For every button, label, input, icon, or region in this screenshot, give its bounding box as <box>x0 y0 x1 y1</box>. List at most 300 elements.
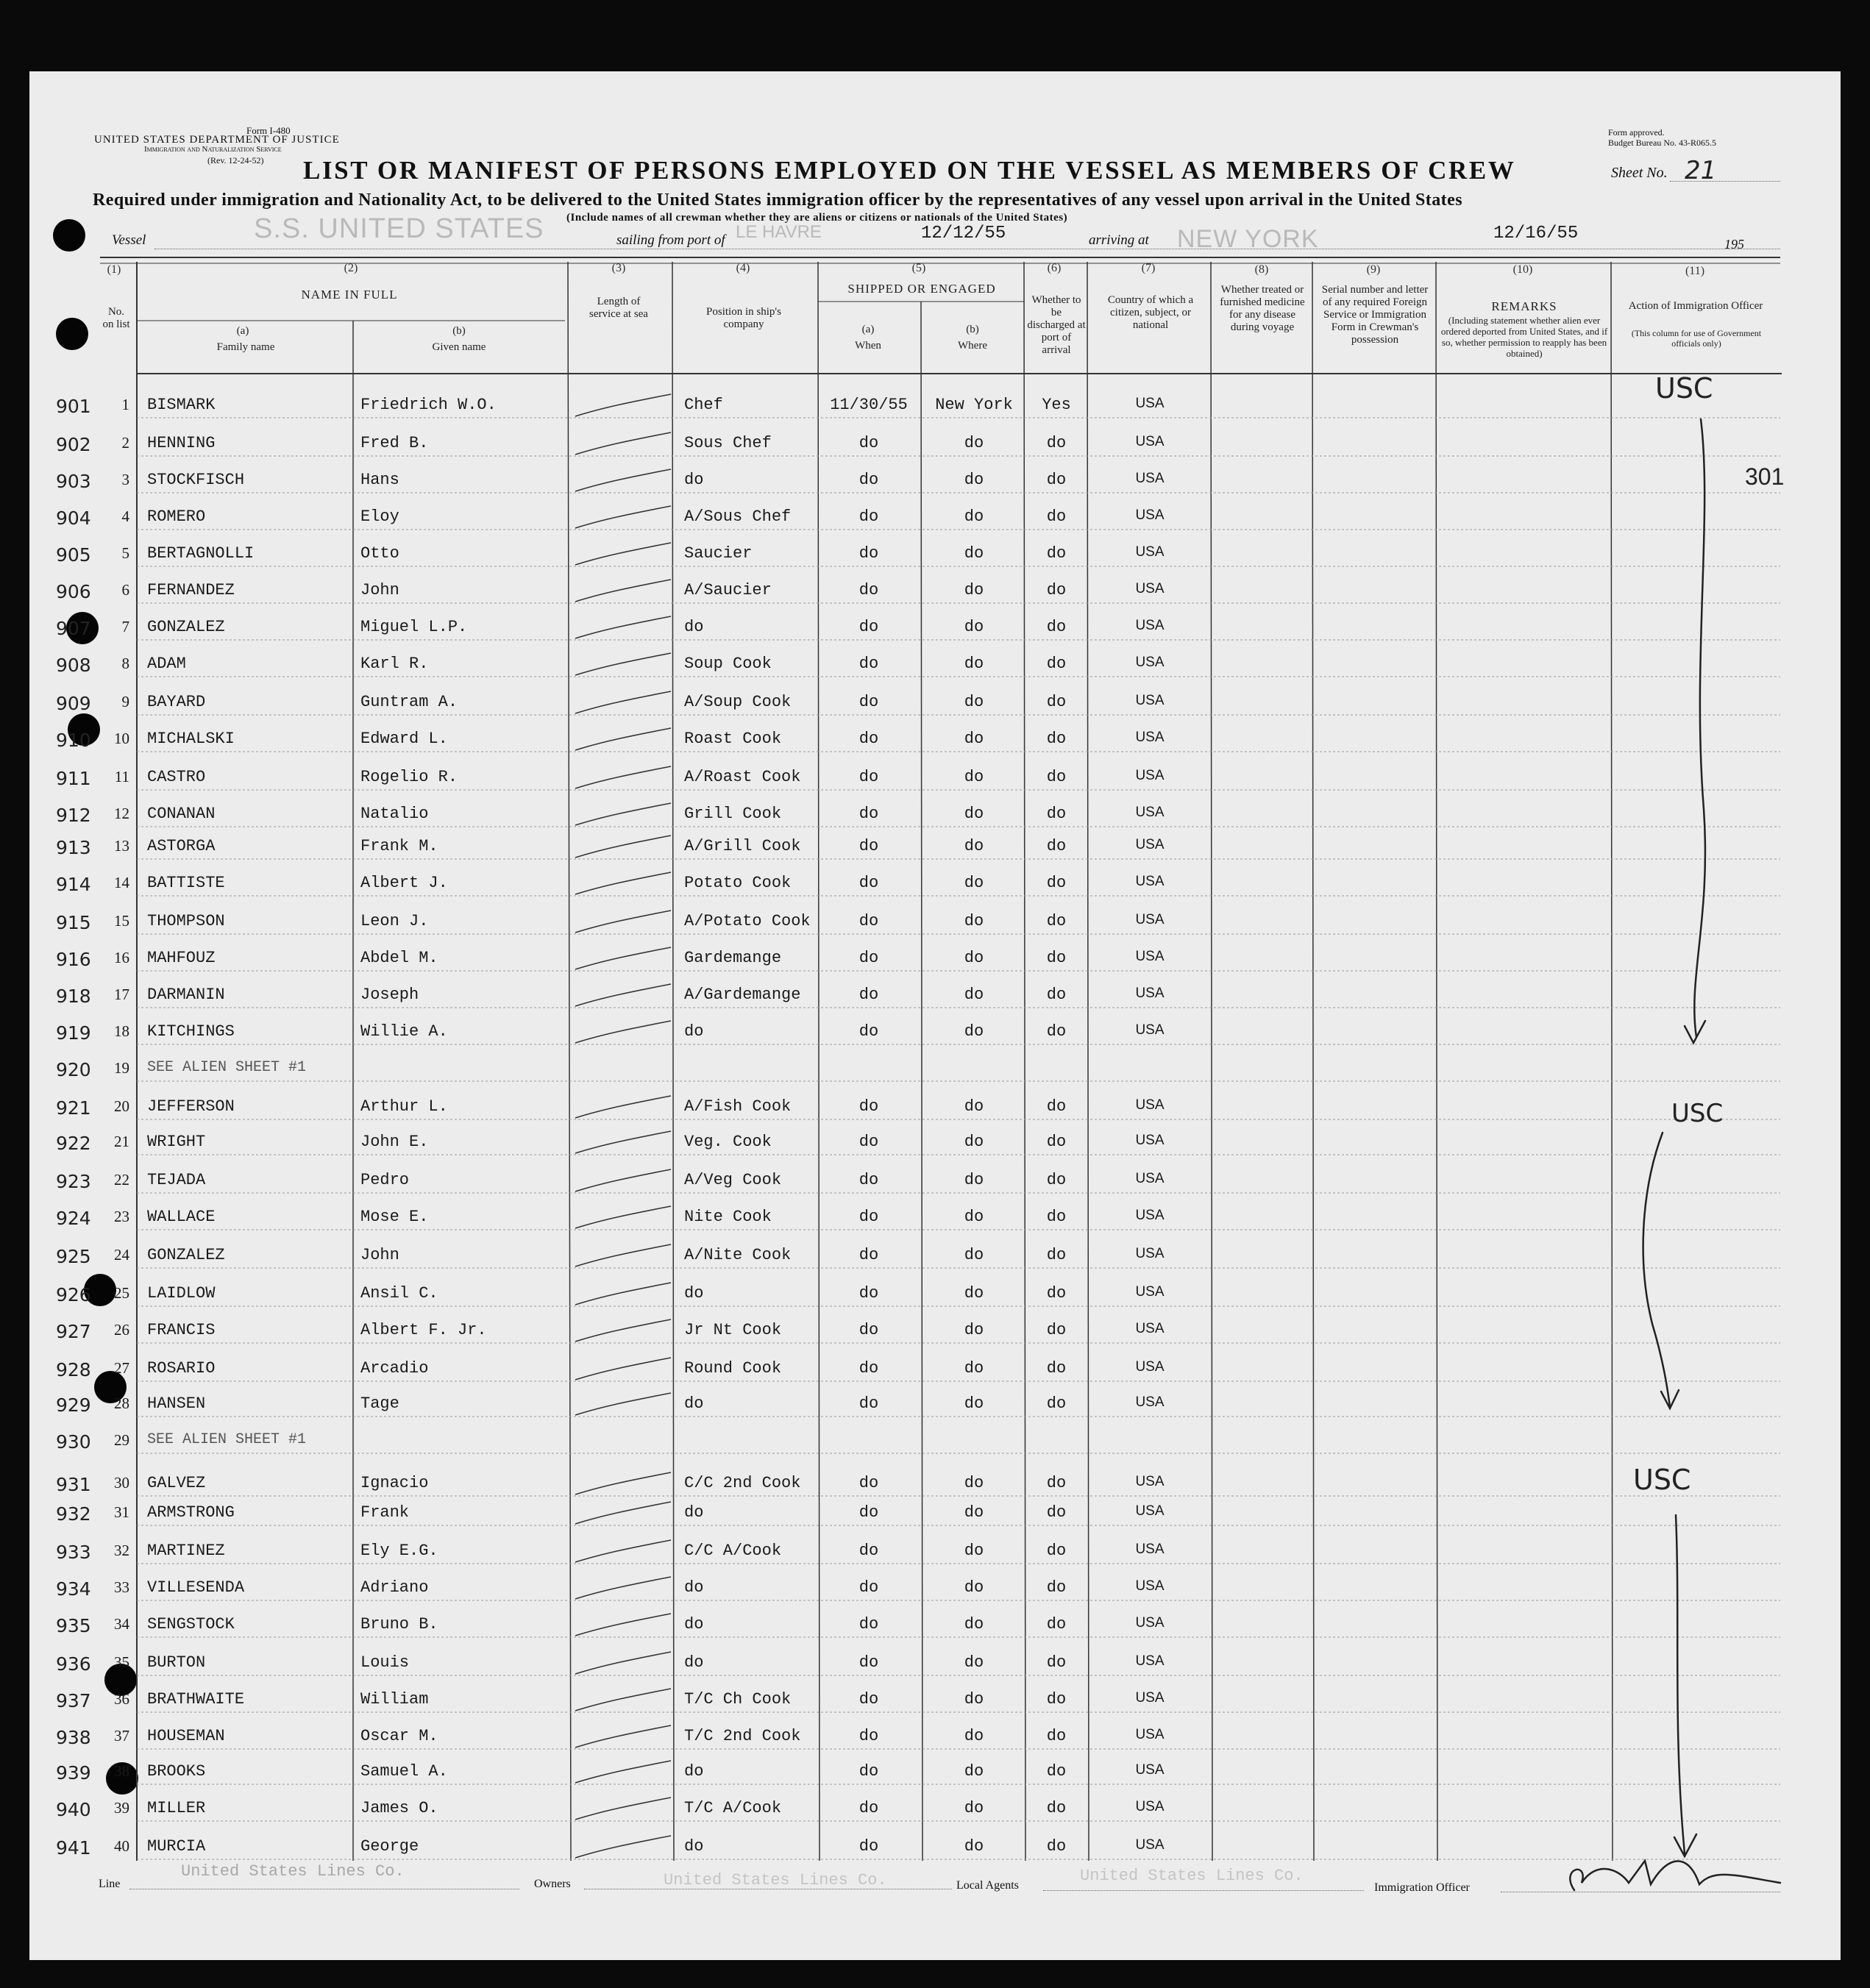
row-list-number: 40 <box>114 1837 129 1855</box>
row-position: do <box>684 1653 704 1672</box>
row-country: USA <box>1135 768 1165 783</box>
row-country: USA <box>1135 1542 1165 1557</box>
row-given-name: Oscar M. <box>360 1727 438 1745</box>
form-subtitle: Required under immigration and Nationality Act, to be delivered to the United States immigration officer by the representatives of any vessel upon arrival in the United States <box>93 190 1462 210</box>
row-ref-number: 930 <box>56 1431 91 1453</box>
row-country: USA <box>1135 874 1165 889</box>
row-family-name: FERNANDEZ <box>147 581 235 599</box>
row-family-name: WRIGHT <box>147 1133 206 1151</box>
row-ref-number: 934 <box>56 1578 91 1600</box>
row-shipped-where: do <box>964 1097 984 1116</box>
row-ref-number: 909 <box>56 693 91 714</box>
row-shipped-when: do <box>858 912 879 930</box>
row-discharged: do <box>1046 874 1067 892</box>
row-country: USA <box>1135 1837 1165 1853</box>
row-shipped-where: do <box>964 1474 984 1492</box>
row-given-name: Adriano <box>360 1578 429 1597</box>
row-country: USA <box>1135 1690 1165 1706</box>
row-list-number: 39 <box>114 1799 129 1817</box>
row-family-name: ASTORGA <box>147 837 216 855</box>
row-discharged: do <box>1046 986 1067 1004</box>
row-given-name: Ignacio <box>360 1474 429 1492</box>
row-country: USA <box>1135 693 1165 708</box>
column-number: (11) <box>1685 265 1705 277</box>
row-family-name: SEE ALIEN SHEET #1 <box>147 1059 307 1076</box>
row-given-name: Leon J. <box>360 912 429 930</box>
row-ref-number: 938 <box>56 1727 91 1748</box>
row-family-name: STOCKFISCH <box>147 471 245 489</box>
row-position: Sous Chef <box>684 434 772 452</box>
row-family-name: BATTISTE <box>147 874 225 892</box>
row-position: do <box>684 1503 704 1522</box>
column-number: (7) <box>1141 262 1156 274</box>
header-treated: Whether treated or furnished medicine for any disease during voyage <box>1220 284 1305 333</box>
row-shipped-when: do <box>858 1097 879 1116</box>
row-list-number: 28 <box>114 1394 129 1412</box>
row-position: A/Saucier <box>684 581 772 599</box>
row-list-number: 19 <box>114 1059 129 1077</box>
row-ref-number: 926 <box>56 1284 91 1305</box>
usc-annotation: USC <box>1655 372 1713 405</box>
row-list-number: 9 <box>121 693 129 710</box>
row-list-number: 17 <box>114 986 129 1003</box>
row-shipped-when: do <box>858 768 879 786</box>
row-given-name: Joseph <box>360 986 419 1004</box>
row-family-name: BURTON <box>147 1653 206 1672</box>
row-given-name: Otto <box>360 544 399 563</box>
row-family-name: VILLESENDA <box>147 1578 245 1597</box>
approval-line: Form approved. <box>1608 127 1665 138</box>
row-country: USA <box>1135 1762 1165 1778</box>
row-position: A/Roast Cook <box>684 768 801 786</box>
row-country: USA <box>1135 730 1165 745</box>
row-shipped-when: do <box>858 1208 879 1226</box>
row-family-name: GALVEZ <box>147 1474 206 1492</box>
row-family-name: GONZALEZ <box>147 618 225 636</box>
row-position: do <box>684 1394 704 1413</box>
row-family-name: BISMARK <box>147 396 216 414</box>
row-shipped-when: do <box>858 655 879 673</box>
row-shipped-where: do <box>964 1503 984 1522</box>
row-shipped-when: do <box>858 949 879 967</box>
row-position: A/Grill Cook <box>684 837 801 855</box>
row-list-number: 13 <box>114 837 129 855</box>
sailing-port: LE HAVRE <box>736 222 822 242</box>
row-position: Potato Cook <box>684 874 792 892</box>
row-ref-number: 915 <box>56 912 91 933</box>
row-country: USA <box>1135 1246 1165 1261</box>
row-given-name: John E. <box>360 1133 429 1151</box>
row-shipped-where: New York <box>935 396 1013 414</box>
footer-agents-rule <box>1043 1890 1364 1891</box>
row-ref-number: 928 <box>56 1359 91 1380</box>
column-number: (1) <box>107 263 121 276</box>
service-line: Immigration and Naturalization Service <box>144 145 282 154</box>
row-discharged: do <box>1046 1359 1067 1378</box>
row-country: USA <box>1135 1022 1165 1038</box>
footer-line-label: Line <box>99 1878 121 1890</box>
row-position: C/C A/Cook <box>684 1542 782 1560</box>
row-family-name: KITCHINGS <box>147 1022 235 1041</box>
row-country: USA <box>1135 1321 1165 1336</box>
row-country: USA <box>1135 471 1165 486</box>
row-discharged: do <box>1046 1022 1067 1041</box>
row-list-number: 4 <box>121 507 129 525</box>
row-given-name: Ely E.G. <box>360 1542 438 1560</box>
row-country: USA <box>1135 544 1165 560</box>
column-number: (10) <box>1512 263 1533 276</box>
row-position: do <box>684 1615 704 1633</box>
row-country: USA <box>1135 1727 1165 1742</box>
row-shipped-where: do <box>964 544 984 563</box>
row-given-name: William <box>360 1690 429 1709</box>
header-action: Action of Immigration Officer <box>1628 300 1763 312</box>
row-ref-number: 904 <box>56 507 91 529</box>
row-shipped-when: do <box>858 434 879 452</box>
row-family-name: HOUSEMAN <box>147 1727 225 1745</box>
row-shipped-when: do <box>858 1653 879 1672</box>
row-list-number: 8 <box>121 655 129 672</box>
row-country: USA <box>1135 1394 1165 1410</box>
row-shipped-when: do <box>858 693 879 711</box>
form-title: LIST OR MANIFEST OF PERSONS EMPLOYED ON THE VESSEL AS MEMBERS OF CREW <box>303 156 1516 185</box>
sheet-label: Sheet No. <box>1611 165 1668 181</box>
row-discharged: do <box>1046 1615 1067 1633</box>
row-country: USA <box>1135 986 1165 1001</box>
row-list-number: 12 <box>114 805 129 822</box>
row-country: USA <box>1135 805 1165 820</box>
row-family-name: HANSEN <box>147 1394 206 1413</box>
row-position: A/Soup Cook <box>684 693 792 711</box>
row-discharged: do <box>1046 1727 1067 1745</box>
row-shipped-where: do <box>964 434 984 452</box>
row-list-number: 21 <box>114 1133 129 1150</box>
row-shipped-when: do <box>858 1246 879 1264</box>
row-discharged: do <box>1046 1321 1067 1339</box>
row-shipped-when: do <box>858 1394 879 1413</box>
header-where-sub: (b) <box>966 324 979 335</box>
row-country: USA <box>1135 1615 1165 1631</box>
row-discharged: do <box>1046 1578 1067 1597</box>
row-given-name: James O. <box>360 1799 438 1817</box>
row-shipped-where: do <box>964 1799 984 1817</box>
row-country: USA <box>1135 1171 1165 1186</box>
row-shipped-when: do <box>858 1615 879 1633</box>
row-family-name: BRATHWAITE <box>147 1690 245 1709</box>
row-given-name: Rogelio R. <box>360 768 458 786</box>
row-shipped-where: do <box>964 1542 984 1560</box>
header-remarks-note: (Including statement whether alien ever ordered deported from United States, and if so, whether permission to reapply has been obtained) <box>1440 315 1608 359</box>
row-country: USA <box>1135 618 1165 633</box>
header-serial: Serial number and letter of any required Foreign Service or Immigration Form in Crewman's possession <box>1321 284 1429 346</box>
row-shipped-where: do <box>964 1321 984 1339</box>
row-given-name: Albert F. Jr. <box>360 1321 487 1339</box>
row-country: USA <box>1135 912 1165 927</box>
row-ref-number: 925 <box>56 1246 91 1267</box>
row-given-name: Natalio <box>360 805 429 823</box>
row-list-number: 24 <box>114 1246 129 1264</box>
row-country: USA <box>1135 434 1165 449</box>
row-family-name: CASTRO <box>147 768 206 786</box>
row-discharged: do <box>1046 1133 1067 1151</box>
row-family-name: TEJADA <box>147 1171 206 1189</box>
column-number: (3) <box>611 262 626 274</box>
row-list-number: 32 <box>114 1542 129 1559</box>
row-discharged: do <box>1046 1503 1067 1522</box>
row-shipped-where: do <box>964 949 984 967</box>
row-shipped-where: do <box>964 805 984 823</box>
row-position: A/Veg Cook <box>684 1171 782 1189</box>
row-list-number: 3 <box>121 471 129 488</box>
form-number: Form I-480 <box>246 125 291 136</box>
row-shipped-where: do <box>964 1690 984 1709</box>
row-family-name: GONZALEZ <box>147 1246 225 1264</box>
row-given-name: Albert J. <box>360 874 448 892</box>
row-list-number: 26 <box>114 1321 129 1339</box>
row-shipped-when: do <box>858 1503 879 1522</box>
row-position: A/Nite Cook <box>684 1246 792 1264</box>
row-country: USA <box>1135 1503 1165 1519</box>
row-family-name: WALLACE <box>147 1208 216 1226</box>
revision-line: (Rev. 12-24-52) <box>207 155 264 165</box>
row-position: do <box>684 1022 704 1041</box>
row-given-name: John <box>360 1246 399 1264</box>
year-suffix: 195 <box>1724 237 1744 252</box>
row-discharged: do <box>1046 1097 1067 1116</box>
sailing-label: sailing from port of <box>616 232 725 248</box>
header-when-sub: (a) <box>861 324 875 335</box>
row-position: Saucier <box>684 544 753 563</box>
row-given-name: Edward L. <box>360 730 448 748</box>
row-position: A/Potato Cook <box>684 912 811 930</box>
budget-line: Budget Bureau No. 43-R065.5 <box>1608 138 1716 148</box>
row-discharged: do <box>1046 1394 1067 1413</box>
row-family-name: FRANCIS <box>147 1321 216 1339</box>
department-line: UNITED STATES DEPARTMENT OF JUSTICE <box>94 134 340 146</box>
row-discharged: do <box>1046 805 1067 823</box>
row-position: Soup Cook <box>684 655 772 673</box>
row-shipped-when: do <box>858 1321 879 1339</box>
row-shipped-where: do <box>964 912 984 930</box>
header-family-sub: (a) <box>236 325 249 337</box>
row-family-name: HENNING <box>147 434 216 452</box>
row-discharged: do <box>1046 949 1067 967</box>
row-ref-number: 937 <box>56 1690 91 1711</box>
row-ref-number: 907 <box>56 618 91 639</box>
header-where: Where <box>958 340 987 352</box>
row-ref-number: 918 <box>56 986 91 1007</box>
row-family-name: MARTINEZ <box>147 1542 225 1560</box>
row-list-number: 20 <box>114 1097 129 1115</box>
row-discharged: do <box>1046 618 1067 636</box>
row-family-name: MAHFOUZ <box>147 949 216 967</box>
row-ref-number: 914 <box>56 874 91 895</box>
row-shipped-when: do <box>858 581 879 599</box>
row-shipped-where: do <box>964 1615 984 1633</box>
row-country: USA <box>1135 507 1165 523</box>
row-given-name: Fred B. <box>360 434 429 452</box>
row-given-name: Pedro <box>360 1171 410 1189</box>
row-discharged: do <box>1046 1474 1067 1492</box>
row-list-number: 38 <box>114 1762 129 1780</box>
row-family-name: ARMSTRONG <box>147 1503 235 1522</box>
row-given-name: Arthur L. <box>360 1097 448 1116</box>
row-discharged: do <box>1046 837 1067 855</box>
row-country: USA <box>1135 1359 1165 1375</box>
row-list-number: 34 <box>114 1615 129 1633</box>
row-ref-number: 901 <box>56 396 91 417</box>
row-given-name: George <box>360 1837 419 1856</box>
row-shipped-when: do <box>858 730 879 748</box>
column-number: (4) <box>736 262 750 274</box>
row-ref-number: 921 <box>56 1097 91 1119</box>
header-position: Position in ship's company <box>706 306 781 330</box>
row-list-number: 5 <box>121 544 129 562</box>
row-shipped-where: do <box>964 1837 984 1856</box>
row-family-name: ADAM <box>147 655 186 673</box>
include-note: (Include names of all crewman whether they are aliens or citizens or nationals of the United States) <box>566 212 1068 224</box>
row-family-name: THOMPSON <box>147 912 225 930</box>
row-country: USA <box>1135 837 1165 852</box>
row-list-number: 1 <box>121 396 129 413</box>
row-ref-number: 941 <box>56 1837 91 1859</box>
column-number: (5) <box>911 262 926 274</box>
row-country: USA <box>1135 655 1165 670</box>
row-discharged: do <box>1046 1690 1067 1709</box>
row-shipped-where: do <box>964 1578 984 1597</box>
row-family-name: MILLER <box>147 1799 206 1817</box>
row-given-name: Hans <box>360 471 399 489</box>
footer-officer-label: Immigration Officer <box>1374 1881 1470 1894</box>
footer-owners-label: Owners <box>534 1878 571 1890</box>
row-country: USA <box>1135 949 1165 964</box>
row-position: do <box>684 471 704 489</box>
row-family-name: JEFFERSON <box>147 1097 235 1116</box>
row-list-number: 27 <box>114 1359 129 1377</box>
header-length-of-service: Length of service at sea <box>589 296 648 320</box>
row-ref-number: 939 <box>56 1762 91 1784</box>
row-list-number: 22 <box>114 1171 129 1189</box>
row-shipped-when: do <box>858 1578 879 1597</box>
row-ref-number: 924 <box>56 1208 91 1229</box>
row-given-name: Louis <box>360 1653 410 1672</box>
row-given-name: Guntram A. <box>360 693 458 711</box>
row-position: do <box>684 1837 704 1856</box>
arriving-port: NEW YORK <box>1177 225 1319 253</box>
arriving-label: arriving at <box>1089 232 1149 248</box>
header-country: Country of which a citizen, subject, or national <box>1107 294 1194 331</box>
row-ref-number: 908 <box>56 655 91 676</box>
row-shipped-where: do <box>964 1653 984 1672</box>
row-given-name: Abdel M. <box>360 949 438 967</box>
row-family-name: MURCIA <box>147 1837 206 1856</box>
row-position: Nite Cook <box>684 1208 772 1226</box>
row-shipped-where: do <box>964 471 984 489</box>
row-shipped-where: do <box>964 986 984 1004</box>
row-shipped-when: do <box>858 874 879 892</box>
row-list-number: 2 <box>121 434 129 452</box>
row-discharged: do <box>1046 1208 1067 1226</box>
row-discharged: do <box>1046 1653 1067 1672</box>
row-ref-number: 913 <box>56 837 91 858</box>
header-no-on-list: No. on list <box>102 306 130 330</box>
row-family-name: BERTAGNOLLI <box>147 544 255 563</box>
row-country: USA <box>1135 581 1165 596</box>
row-shipped-when: do <box>858 507 879 526</box>
row-shipped-where: do <box>964 693 984 711</box>
row-given-name: Willie A. <box>360 1022 448 1041</box>
row-discharged: do <box>1046 730 1067 748</box>
row-country: USA <box>1135 1208 1165 1223</box>
row-country: USA <box>1135 1097 1165 1113</box>
row-list-number: 37 <box>114 1727 129 1745</box>
row-given-name: Bruno B. <box>360 1615 438 1633</box>
row-country: USA <box>1135 1578 1165 1594</box>
row-list-number: 31 <box>114 1503 129 1521</box>
row-shipped-where: do <box>964 1133 984 1151</box>
header-remarks: REMARKS <box>1491 299 1557 313</box>
row-shipped-where: do <box>964 730 984 748</box>
header-shipped-engaged: SHIPPED OR ENGAGED <box>847 282 996 296</box>
row-given-name: Mose E. <box>360 1208 429 1226</box>
row-position: Round Cook <box>684 1359 782 1378</box>
header-family-name: Family name <box>216 341 275 353</box>
row-ref-number: 916 <box>56 949 91 970</box>
row-country: USA <box>1135 1133 1165 1148</box>
row-position: do <box>684 1284 704 1303</box>
row-shipped-where: do <box>964 507 984 526</box>
row-ref-number: 922 <box>56 1133 91 1154</box>
row-list-number: 35 <box>114 1653 129 1671</box>
column-number: (6) <box>1047 262 1062 274</box>
row-ref-number: 931 <box>56 1474 91 1495</box>
row-given-name: Miguel L.P. <box>360 618 468 636</box>
row-given-name: John <box>360 581 399 599</box>
row-discharged: do <box>1046 1284 1067 1303</box>
vessel-label: Vessel <box>112 232 146 248</box>
row-country: USA <box>1135 1474 1165 1489</box>
row-list-number: 14 <box>114 874 129 891</box>
row-list-number: 10 <box>114 730 129 747</box>
row-discharged: do <box>1046 471 1067 489</box>
row-discharged: do <box>1046 1171 1067 1189</box>
row-shipped-where: do <box>964 1762 984 1781</box>
column-number: (8) <box>1254 263 1269 276</box>
row-ref-number: 905 <box>56 544 91 566</box>
row-discharged: do <box>1046 1246 1067 1264</box>
row-given-name: Tage <box>360 1394 399 1413</box>
row-ref-number: 906 <box>56 581 91 602</box>
row-ref-number: 910 <box>56 730 91 751</box>
row-shipped-where: do <box>964 874 984 892</box>
row-shipped-when: do <box>858 837 879 855</box>
footer-agents-label: Local Agents <box>956 1879 1019 1892</box>
row-discharged: do <box>1046 693 1067 711</box>
row-ref-number: 923 <box>56 1171 91 1192</box>
row-ref-number: 920 <box>56 1059 91 1080</box>
row-position: Gardemange <box>684 949 782 967</box>
row-shipped-where: do <box>964 1284 984 1303</box>
row-discharged: do <box>1046 434 1067 452</box>
row-family-name: ROSARIO <box>147 1359 216 1378</box>
row-given-name: Karl R. <box>360 655 429 673</box>
row-country: USA <box>1135 1799 1165 1814</box>
row-ref-number: 933 <box>56 1542 91 1563</box>
header-discharged: Whether to be discharged at port of arrival <box>1027 294 1086 356</box>
row-position: do <box>684 1578 704 1597</box>
column-number: (9) <box>1366 263 1381 276</box>
usc-annotation: USC <box>1633 1464 1691 1496</box>
